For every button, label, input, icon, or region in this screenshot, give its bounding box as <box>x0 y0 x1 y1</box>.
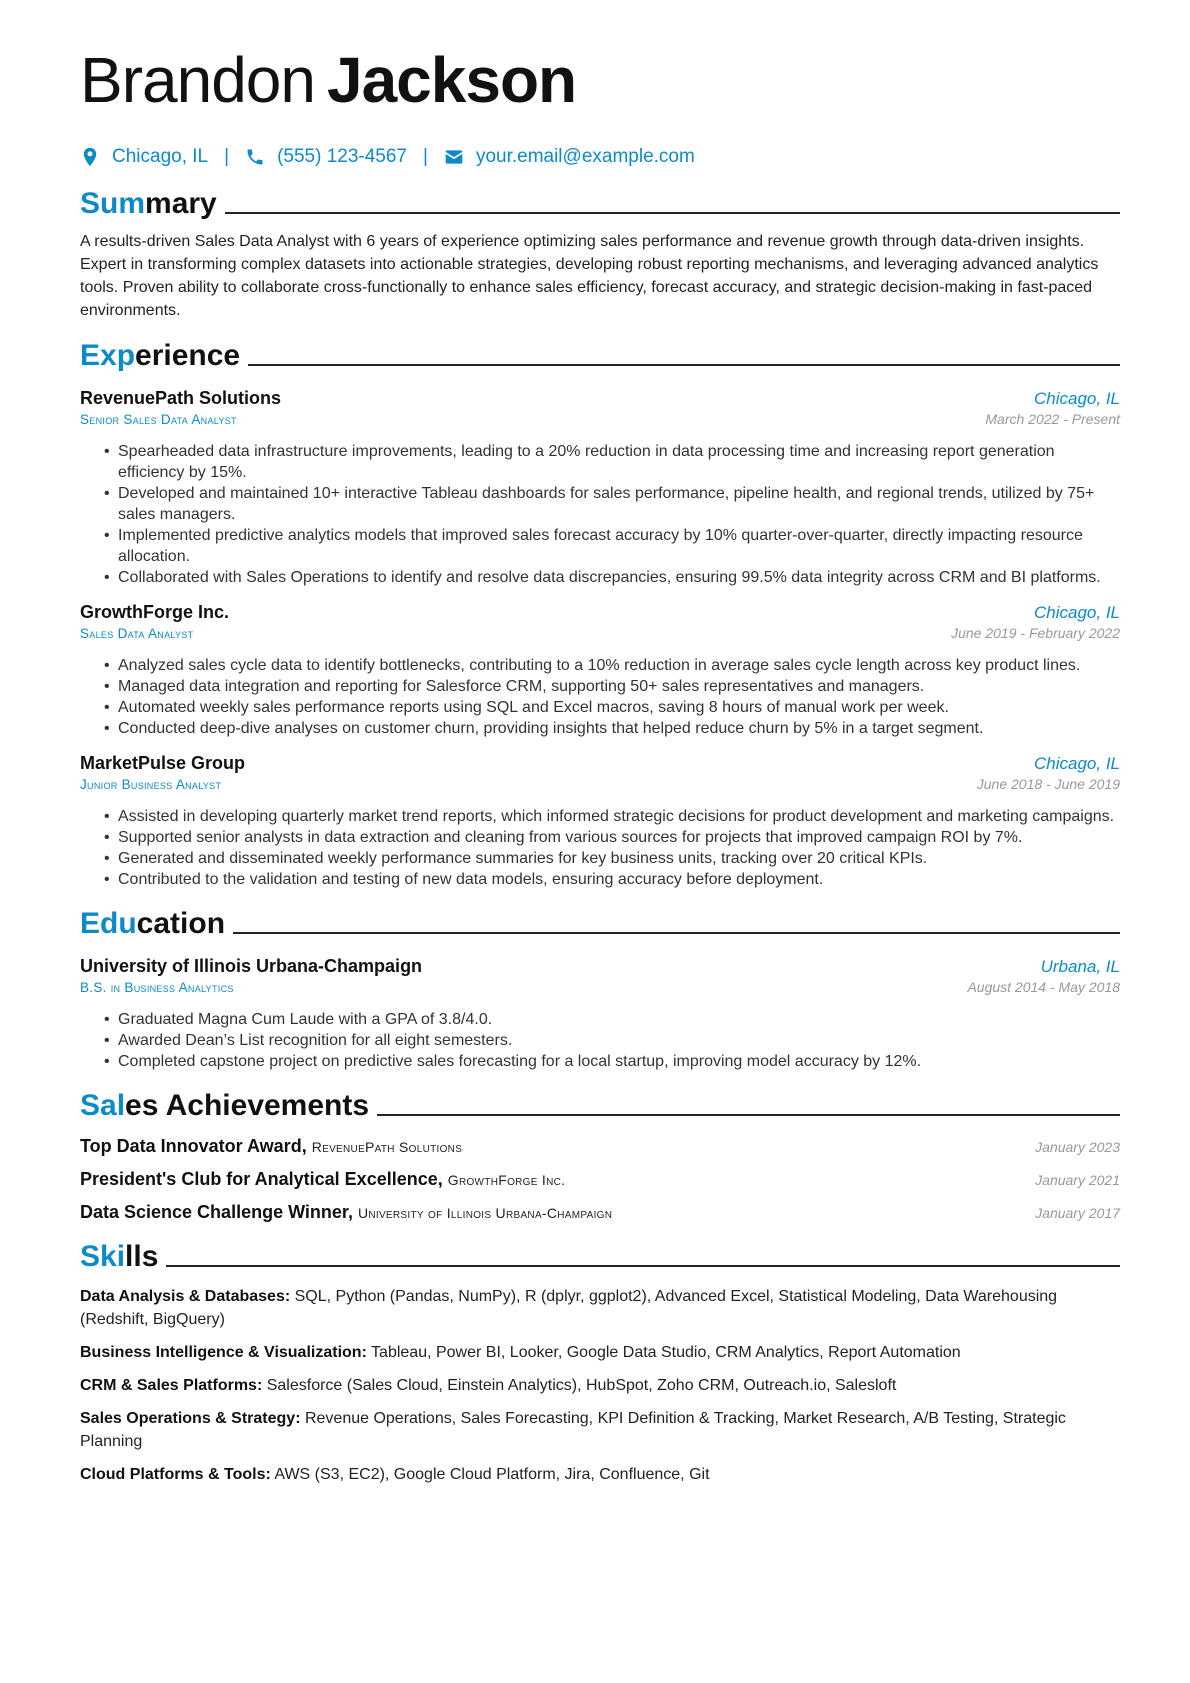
job-dates: June 2018 - June 2019 <box>976 776 1120 792</box>
skill-list: Tableau, Power BI, Looker, Google Data Studio, CRM Analytics, Report Automation <box>371 1344 961 1361</box>
company-name: GrowthForge Inc. <box>80 602 230 622</box>
contact-separator: | <box>423 146 428 167</box>
achievement-title: President's Club for Analytical Excellence <box>80 1169 438 1189</box>
first-name: Brandon <box>80 44 315 116</box>
job-location: Chicago, IL <box>1034 603 1120 622</box>
list-item: • Completed capstone project on predictive sales forecasting for a local startup, improving model accuracy by 12%. <box>80 1051 1120 1072</box>
contact-phone[interactable] <box>245 146 407 168</box>
achievement-date: January 2023 <box>1035 1139 1120 1155</box>
school-location: Urbana, IL <box>1040 957 1120 976</box>
section-header <box>80 1237 1120 1275</box>
skill-row <box>80 1463 1120 1486</box>
summary-section <box>80 184 1120 322</box>
skill-list: Revenue Operations, Sales Forecasting, KPI Definition & Tracking, Market Research, A/B Testing, Strategic Planning <box>80 1410 1066 1450</box>
contact-location <box>80 146 208 168</box>
list-item: • Awarded Dean’s List recognition for all eight semesters. <box>80 1030 1120 1051</box>
skill-list: Salesforce (Sales Cloud, Einstein Analytics), HubSpot, Zoho CRM, Outreach.io, Salesloft <box>266 1377 897 1394</box>
list-item: • Collaborated with Sales Operations to identify and resolve data discrepancies, ensuring 99.5% data integrity across CRM and BI platforms. <box>80 567 1120 588</box>
education-section <box>80 904 1120 1072</box>
section-title: Summary <box>80 187 217 220</box>
achievement-org: RevenuePath Solutions <box>311 1139 463 1155</box>
list-item: • Assisted in developing quarterly market trend reports, which informed strategic decisions for product development and marketing campaigns. <box>80 806 1120 827</box>
list-item: • Generated and disseminated weekly performance summaries for key business units, tracking over 20 critical KPIs. <box>80 848 1120 869</box>
phone-icon <box>245 147 265 167</box>
achievements-section <box>80 1086 1120 1223</box>
experience-section <box>80 336 1120 890</box>
achievement-item: President's Club for Analytical Excellence, GrowthForge Inc. January 2021 <box>80 1169 1120 1189</box>
experience-entry <box>80 602 1120 739</box>
contact-separator: | <box>224 146 230 167</box>
list-item: • Graduated Magna Cum Laude with a GPA of 3.8/4.0. <box>80 1009 1120 1030</box>
list-item: • Conducted deep-dive analyses on customer churn, providing insights that helped reduce churn by 5% in a target segment. <box>80 718 1120 739</box>
bullet-list <box>80 806 1120 890</box>
section-header <box>80 336 1120 374</box>
list-item: • Spearheaded data infrastructure improvements, leading to a 20% reduction in data processing time and increasing report generation efficiency by 15%. <box>80 441 1120 483</box>
section-divider <box>233 932 1120 934</box>
skill-category: Business Intelligence & Visualization: <box>80 1344 367 1361</box>
skill-category: CRM & Sales Platforms: <box>80 1377 263 1394</box>
bullet-list <box>80 655 1120 739</box>
resume-page <box>80 40 1120 1486</box>
list-item: • Automated weekly sales performance reports using SQL and Excel macros, saving 8 hours of manual work per week. <box>80 697 1120 718</box>
bullet-list <box>80 1009 1120 1072</box>
job-title: Sales Data Analyst <box>80 626 194 641</box>
summary-text: A results-driven Sales Data Analyst with 6 years of experience optimizing sales performance and revenue growth through data-driven insights. Expert in transforming complex datasets into actionable strategies, developing robust reporting mechanisms, and leveraging advanced analytics tools. Proven ability to collaborate cross-functionally to enhance sales efficiency, forecast accuracy, and strategic decision-making in fast-paced environments. <box>80 233 1099 319</box>
job-location: Chicago, IL <box>1034 389 1120 408</box>
envelope-icon <box>444 147 464 167</box>
job-location: Chicago, IL <box>1034 754 1120 773</box>
section-title: Skills <box>80 1240 159 1273</box>
achievement-date: January 2021 <box>1035 1172 1120 1188</box>
list-item: • Contributed to the validation and testing of new data models, ensuring accuracy before deployment. <box>80 869 1120 890</box>
school-dates: August 2014 - May 2018 <box>967 979 1120 995</box>
section-header <box>80 184 1120 222</box>
degree: B.S. in Business Analytics <box>80 980 234 995</box>
map-pin-icon <box>80 147 100 167</box>
section-divider <box>377 1114 1120 1116</box>
skill-row <box>80 1285 1120 1331</box>
section-divider <box>225 212 1120 214</box>
achievement-title: Data Science Challenge Winner <box>80 1202 348 1222</box>
skill-list: AWS (S3, EC2), Google Cloud Platform, Jira, Confluence, Git <box>274 1466 710 1483</box>
section-header <box>80 904 1120 942</box>
company-name: MarketPulse Group <box>80 753 246 773</box>
location-text: Chicago, IL <box>112 146 209 167</box>
job-dates: March 2022 - Present <box>985 411 1120 427</box>
bullet-list <box>80 441 1120 588</box>
skill-list: SQL, Python (Pandas, NumPy), R (dplyr, ggplot2), Advanced Excel, Statistical Modeling, Data Warehousing (Redshift, BigQuery) <box>80 1288 1058 1328</box>
list-item: • Analyzed sales cycle data to identify bottlenecks, contributing to a 10% reduction in average sales cycle length across key product lines. <box>80 655 1120 676</box>
school-name: University of Illinois Urbana-Champaign <box>80 956 423 976</box>
achievement-org: University of Illinois Urbana-Champaign <box>357 1205 613 1221</box>
achievement-item: Data Science Challenge Winner, University of Illinois Urbana-Champaign January 2017 <box>80 1202 1120 1222</box>
skill-row <box>80 1341 1120 1364</box>
last-name: Jackson <box>326 44 577 116</box>
section-divider <box>166 1265 1120 1267</box>
skill-category: Data Analysis & Databases: <box>80 1288 291 1305</box>
contact-email[interactable] <box>444 146 695 168</box>
contact-bar <box>80 144 1120 170</box>
skill-row <box>80 1374 1120 1397</box>
section-divider <box>248 364 1120 366</box>
skills-section <box>80 1237 1120 1486</box>
skill-row <box>80 1407 1120 1453</box>
achievement-date: January 2017 <box>1035 1205 1120 1221</box>
candidate-name <box>80 40 1120 120</box>
achievement-title: Top Data Innovator Award <box>80 1136 302 1156</box>
list-item: • Supported senior analysts in data extraction and cleaning from various sources for projects that improved campaign ROI by 7%. <box>80 827 1120 848</box>
skill-category: Sales Operations & Strategy: <box>80 1410 301 1427</box>
email-text[interactable]: your.email@example.com <box>475 146 695 167</box>
section-title: Education <box>80 907 226 940</box>
job-title: Junior Business Analyst <box>80 777 222 792</box>
job-title: Senior Sales Data Analyst <box>80 412 237 427</box>
phone-text[interactable]: (555) 123-4567 <box>277 146 407 167</box>
section-header <box>80 1086 1120 1124</box>
list-item: • Implemented predictive analytics models that improved sales forecast accuracy by 10% quarter-over-quarter, directly impacting resource allocation. <box>80 525 1120 567</box>
experience-entry <box>80 753 1120 890</box>
list-item: • Managed data integration and reporting for Salesforce CRM, supporting 50+ sales representatives and managers. <box>80 676 1120 697</box>
achievement-item: Top Data Innovator Award, RevenuePath Solutions January 2023 <box>80 1136 1120 1156</box>
job-dates: June 2019 - February 2022 <box>951 625 1120 641</box>
company-name: RevenuePath Solutions <box>80 388 282 408</box>
section-title: Sales Achievements <box>80 1089 370 1122</box>
section-title: Experience <box>80 339 241 372</box>
skill-category: Cloud Platforms & Tools: <box>80 1466 271 1483</box>
experience-entry <box>80 388 1120 588</box>
list-item: • Developed and maintained 10+ interactive Tableau dashboards for sales performance, pipeline health, and regional trends, utilized by 75+ sales managers. <box>80 483 1120 525</box>
education-entry <box>80 956 1120 1072</box>
achievement-org: GrowthForge Inc. <box>447 1172 566 1188</box>
